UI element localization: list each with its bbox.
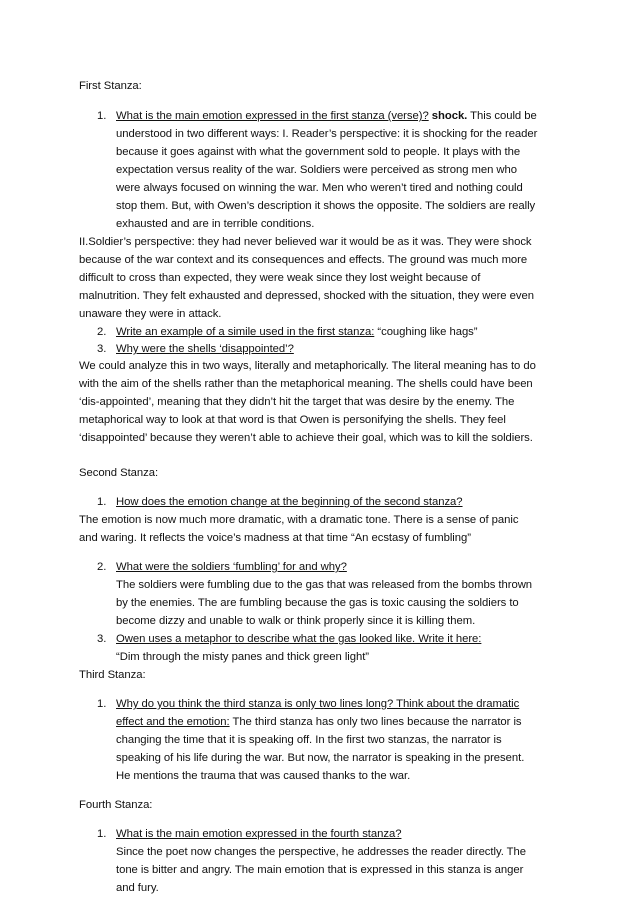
q1-answer-cont: This could be (467, 110, 537, 122)
heading-fourth-stanza: Fourth Stanza: (79, 799, 153, 811)
s2-q1-line (116, 494, 463, 511)
s2-q2-question: What were the soldiers ‘fumbling’ for and why? (116, 561, 347, 573)
soldier-perspective-line: unaware they were in attack. (79, 308, 222, 320)
q1-answer-line: because it goes against with what the government sold to people. It plays with the (116, 146, 521, 158)
s3-q1-answer-cont: The third stanza has only two lines because the narrator is (229, 716, 522, 728)
s2-q3-answer: “Dim through the misty panes and thick green light” (116, 651, 370, 663)
shells-answer-line: metaphorical way to look at that word is that Owen is personifying the shells. They feel (79, 414, 506, 426)
q1-answer-line: understood in two different ways: I. Reader’s perspective: it is shocking for the reader (116, 128, 538, 140)
s4-q1-question: What is the main emotion expressed in the fourth stanza? (116, 828, 402, 840)
s4-q1-line (116, 826, 401, 843)
s4-q1-answer-line: Since the poet now changes the perspective, he addresses the reader directly. The (116, 846, 527, 858)
s2-q2-answer-line: become dizzy and unable to walk or think properly since it is killing them. (116, 615, 476, 627)
heading-second-stanza: Second Stanza: (79, 467, 159, 479)
emotion-answer-line: and waring. It reflects the voice’s madness at that time “An ecstasy of fumbling” (79, 532, 471, 544)
q1-answer-line: were always focused on winning the war. Men who weren’t tired and nothing could (116, 182, 523, 194)
q2-number: 2. (97, 326, 107, 338)
q1-answer-line: expectation versus reality of the war. Soldiers were perceived as strong men who (116, 164, 518, 176)
s3-q1-answer-line: He mentions the trauma that was caused thanks to the war. (116, 770, 411, 782)
s4-q1-answer-line: and fury. (116, 882, 159, 894)
shells-answer-line: ‘dis-appointed’, meaning that they didn’t hit the target that was desire by the enemy. The (79, 396, 515, 408)
q3-number: 3. (97, 343, 107, 355)
shells-answer-line: ‘disappointed’ because they weren’t able to achieve their goal, which was to kill the soldiers. (79, 432, 533, 444)
s3-q1-question: Why do you think the third stanza is only two lines long? Think about the dramatic (116, 698, 520, 710)
s2-q2-line (116, 559, 347, 576)
soldier-perspective-line: malnutrition. They felt exhausted and depressed, shocked with the situation, they were even (79, 290, 534, 302)
s2-q3-question: Owen uses a metaphor to describe what the gas looked like. Write it here: (116, 633, 482, 645)
q2-line (116, 324, 478, 341)
q1-answer-line: stop them. But, with Owen’s description it shows the opposite. The soldiers are really (116, 200, 536, 212)
s4-q1-number: 1. (97, 828, 107, 840)
q1-line (116, 108, 537, 125)
s2-q3-number: 3. (97, 633, 107, 645)
soldier-perspective-line: because of the war context and its consequences and effects. The ground was much more (79, 254, 528, 266)
s2-q3-line (116, 631, 481, 648)
s3-q1-answer-line: changing the time that it is speaking off. In the first two stanzas, the narrator is (116, 734, 502, 746)
s2-q1-number: 1. (97, 496, 107, 508)
soldier-perspective-line: II.Soldier’s perspective: they had never believed war it would be as it was. They were shock (79, 236, 532, 248)
heading-third-stanza: Third Stanza: (79, 669, 146, 681)
q1-answer-line: exhausted and are in terrible conditions. (116, 218, 315, 230)
q3-line (116, 341, 294, 358)
s3-q1-question: effect and the emotion: (116, 716, 230, 728)
heading-first-stanza: First Stanza: (79, 80, 142, 92)
shells-answer-line: with the aim of the shells rather than the metaphorical meaning. The shells could have been (79, 378, 533, 390)
s3-q1-line (116, 696, 519, 713)
q1-question: What is the main emotion expressed in the first stanza (verse)? (116, 110, 429, 122)
s4-q1-answer-line: tone is bitter and angry. The main emotion that is expressed in this stanza is anger (116, 864, 524, 876)
s3-q1-number: 1. (97, 698, 107, 710)
s2-q2-answer-line: The soldiers were fumbling due to the gas that was released from the bombs thrown (116, 579, 533, 591)
s2-q2-number: 2. (97, 561, 107, 573)
q3-question: Why were the shells ‘disappointed’? (116, 343, 294, 355)
s3-q1-answer-line: speaking of his life during the war. But now, the narrator is speaking in the present. (116, 752, 525, 764)
s3-q1-line (116, 714, 522, 731)
s2-q1-question: How does the emotion change at the beginning of the second stanza? (116, 496, 463, 508)
q1-number: 1. (97, 110, 107, 122)
q2-question: Write an example of a simile used in the first stanza: (116, 326, 375, 338)
q1-answer-bold: shock. (431, 110, 468, 122)
q2-answer: “coughing like hags” (374, 326, 478, 338)
shells-answer-line: We could analyze this in two ways, literally and metaphorically. The literal meaning has to do (79, 360, 536, 372)
emotion-answer-line: The emotion is now much more dramatic, with a dramatic tone. There is a sense of panic (79, 514, 519, 526)
soldier-perspective-line: difficult to cross than expected, they were weak since they lost weight because of (79, 272, 481, 284)
s2-q2-answer-line: by the enemies. The are fumbling because the gas is toxic causing the soldiers to (116, 597, 519, 609)
